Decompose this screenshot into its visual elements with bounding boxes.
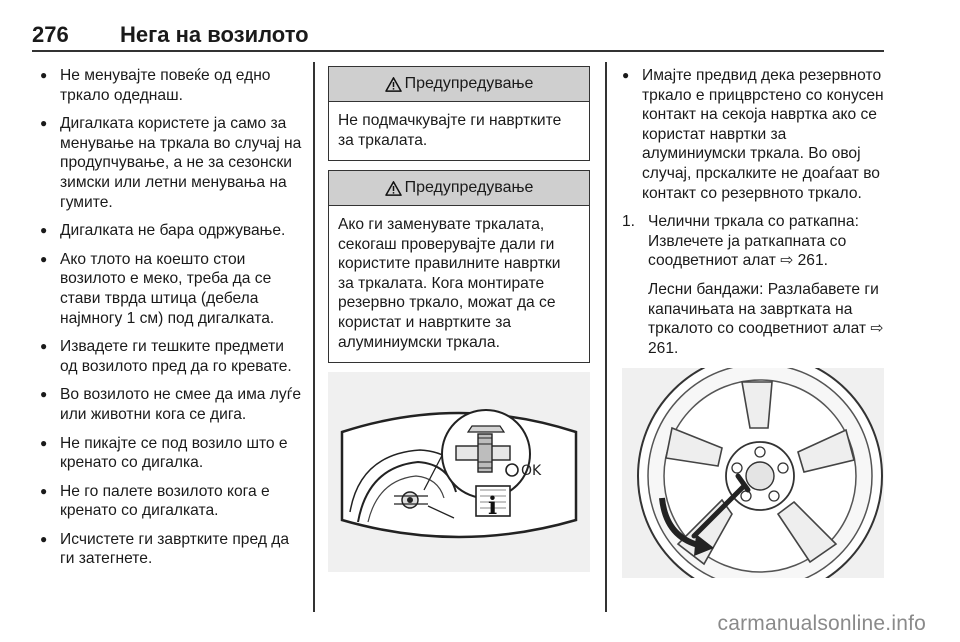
sub-text: Лесни бандажи: Разлабавете ги капачињата на завртката на тркалото со соодветниот алат xyxy=(648,280,879,338)
bullet-item: ● Исчистете ги завртките пред да ги затегнете. xyxy=(40,530,302,569)
bullet-item: ● Во возилото не смее да има луѓе или животни кога се дига. xyxy=(40,385,302,424)
warning-box-wheel-nuts xyxy=(328,170,590,363)
alloy-wheel-illustration xyxy=(622,368,884,578)
page-header xyxy=(32,22,884,52)
bullet-item: ● Не пикајте се под возило што е кренато со дигалка. xyxy=(40,434,302,473)
step-text: Челични тркала со раткапна: Извлечете ја раткапната со соодветниот алат xyxy=(648,213,859,270)
sub-page-ref: 261. xyxy=(648,339,679,357)
bullet-item: ● Ако тлото на коешто стои возилото е меко, треба да се стави тврда штица (дебела најмногу 1 см) под дигалката. xyxy=(40,250,302,328)
right-column xyxy=(622,66,888,364)
warning-box-lubricate xyxy=(328,66,590,161)
step-page-ref: 261. xyxy=(797,252,828,270)
step-number: 1. xyxy=(622,213,636,231)
chapter-title: Нега на возилото xyxy=(120,22,309,47)
step-item xyxy=(622,212,888,271)
warning-header xyxy=(329,171,589,206)
left-column xyxy=(40,66,302,578)
alloy-wheel-drawing xyxy=(622,368,884,578)
bullet-item: ● Не менувајте повеќе од едно тркало одеднаш. xyxy=(40,66,302,105)
column-divider-right xyxy=(605,62,607,612)
wheel-nut-illustration xyxy=(328,372,590,572)
bullet-item: ● Извадете ги тешките предмети од возилото пред да го кревате. xyxy=(40,337,302,376)
warning-title: Предупредување xyxy=(404,179,534,196)
info-symbol: i xyxy=(488,491,498,520)
bullet-item: ● Дигалката користете ја само за менување на тркала во случај на продупчување, а не за сезонски зимски или летни менувања на гумите. xyxy=(40,114,302,212)
warning-text: Ако ги заменувате тркалата, секогаш проверувајте дали ги користите правилните навртки за тркалата. Кога монтирате резервно тркало, можат да се користат и навртките за алуминиумски тркала. xyxy=(338,216,561,351)
wheel-nut-drawing xyxy=(328,372,590,572)
warning-header xyxy=(329,67,589,102)
warning-text: Не подмачкувајте ги навртките за тркалата. xyxy=(338,112,562,149)
column-divider-left xyxy=(313,62,315,612)
bullet-item: ● Дигалката не бара одржување. xyxy=(40,221,302,241)
warning-triangle-icon xyxy=(385,77,402,92)
page-number: 276 xyxy=(32,22,69,47)
page-ref-arrow-icon: ⇨ xyxy=(780,252,794,270)
watermark: carmanualsonline.info xyxy=(717,612,926,635)
header-divider xyxy=(32,50,884,52)
bullet-item: ● Имајте предвид дека резервното тркало е прицврстено со конусен контакт на секоја навртка ако се користат навртки за алуминиумски тркала. Во овој случај, прскалките не доаѓаат во контакт со резервното тркало. xyxy=(622,66,888,203)
ok-label: OK xyxy=(521,463,542,479)
warning-triangle-icon xyxy=(385,181,402,196)
step-sub-paragraph xyxy=(622,280,888,358)
bullet-item: ● Не го палете возилото кога е кренато со дигалката. xyxy=(40,482,302,521)
warning-title: Предупредување xyxy=(404,75,534,92)
page-ref-arrow-icon: ⇨ xyxy=(870,320,884,338)
